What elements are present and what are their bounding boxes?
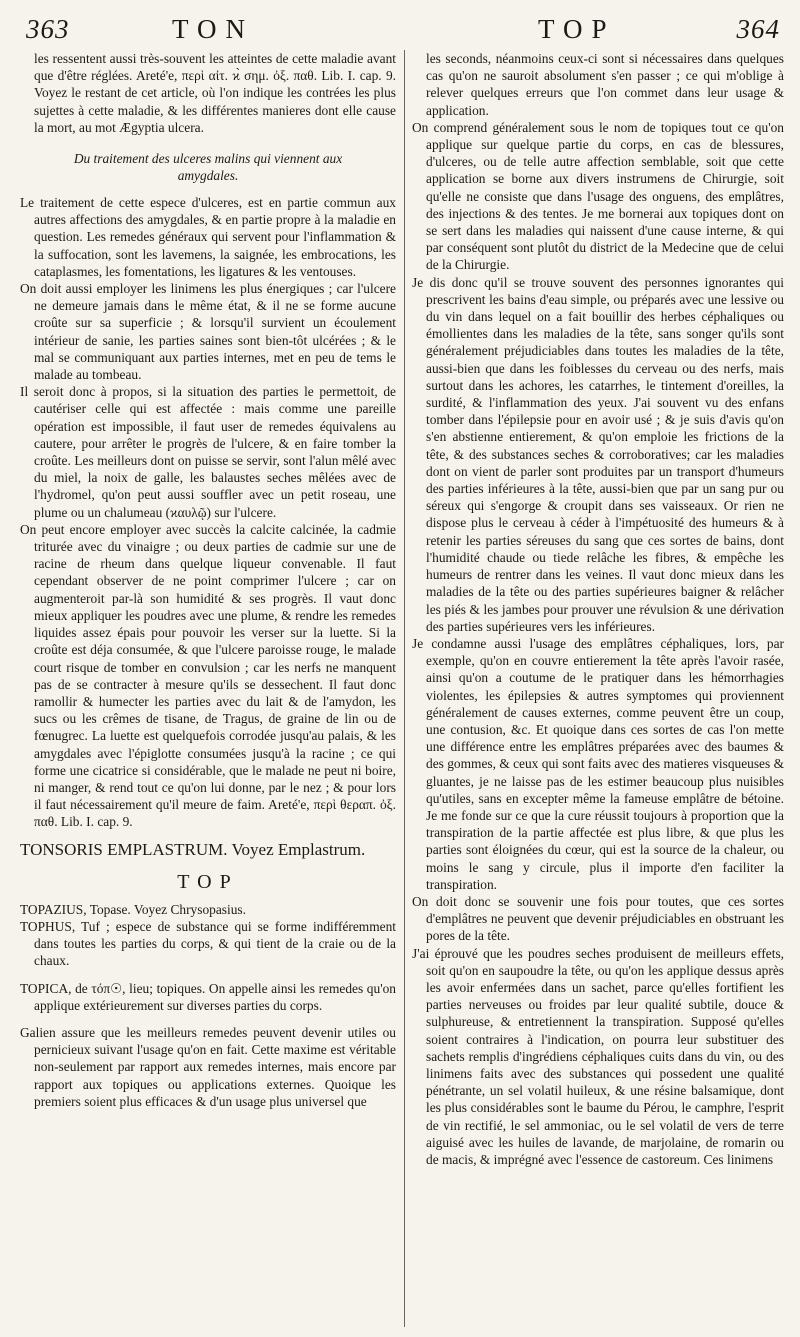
running-header [26, 14, 780, 48]
right-column [412, 50, 784, 1333]
paragraph: J'ai éprouvé que les poudres seches produisent de meilleurs effets, soit qu'on en saupoudre la tête, ou qu'on les applique dessus après les avoir enfermées dans un sachet, parce qu'elles fortifient les parties nerveuses ou froides par leur qualité subtile, douce & sulphureuse, & entretiennent la transpiration. Supposé qu'elles soient contraires à l'indication, on pourra leur substituer des sachets remplis d'ingrédiens céphaliques cuits dans du vin, ou des linimens faits avec des substances qui possedent une qualité pénétrante, un sel volatil huileux, & une résine balsamique, dont les plus considérables sont le baume du Pérou, le camphre, l'esprit de vin rectifié, le sel ammoniac, ou le sel volatil de vers de terre aiguisé avec les huiles de lavande, de marjolaine, de romarin ou de macis, & imprégné avec l'essence de castoreum. Ces linimens [412, 945, 784, 1167]
left-column [20, 50, 396, 1333]
section-title: Du traitement des ulceres malins qui viennent aux amygdales. [73, 151, 343, 184]
page-number-right: 364 [736, 14, 780, 44]
paragraph-intro: les ressentent aussi très-souvent les atteintes de cette maladie avant que d'être réglées. Areté'e, περὶ αἰτ. ϰ̀ σημ. ὀξ. παθ. Lib. I. cap. 9. Voyez le restant de cet article, où l'on indique les contrées les plus sujettes à cette maladie, & les différentes manieres dont elle cause la mort, au mot Ægyptia ulcera. [34, 51, 396, 135]
entry-topica: TOPICA, de τόπ☉, lieu; topiques. On appelle ainsi les remedes qu'on applique extérieurement sur diverses parties du corps. [20, 980, 396, 1013]
entry-topazius: TOPAZIUS, Topase. Voyez Chrysopasius. [20, 901, 246, 917]
paragraph: les seconds, néanmoins ceux-ci sont si nécessaires dans quelques cas qu'on ne sauroit absolument s'en passer ; ce qui m'oblige à relever quelques erreurs que l'on commet dans leur usage & application. [426, 51, 784, 118]
paragraph: On doit aussi employer les linimens les plus énergiques ; car l'ulcere ne demeure jamais dans le même état, & il ne se forme aucune croûte sur sa superficie ; & lorsqu'il survient un écoulement intérieur de sanie, les parties saines sont bien-tôt ulcérées ; & le mal se communiquant aux parties internes, met en peu de tems le malade au tombeau. [20, 281, 396, 383]
paragraph: On doit donc se souvenir une fois pour toutes, que ces sortes d'emplâtres ne peuvent que devenir préjudiciables en obstruant les pores de la tête. [412, 893, 784, 944]
paragraph: Il seroit donc à propos, si la situation des parties le permettoit, de cautériser celle qui est affectée : mais comme une pareille opération est impossible, il faut user de remedes équivalens au cautere, pour arrêter le progrès de l'ulcere, & en faire tomber la croûte. Les meilleurs dont on puisse se servir, sont l'alun mêlé avec du miel, la noix de galle, les balaustes seches mêlées avec de l'hydromel, qu'on peut aussi souffler avec un petit roseau, une plume ou un chalumeau (ϰαυλῷ) sur l'ulcere. [20, 384, 396, 520]
paragraph: Galien assure que les meilleurs remedes peuvent devenir utiles ou pernicieux suivant l'usage qu'on en fait. Cette maxime est véritable non-seulement par rapport aux remedes internes, mais encore par rapport aux topiques ou applications externes. Quoique les premiers soient plus efficaces & d'un usage plus universel que [20, 1024, 396, 1109]
paragraph: On comprend généralement sous le nom de topiques tout ce qu'on applique sur quelque partie du corps, en cas de blessures, d'ulceres, ou de telle autre affection semblable, soit que cette application se borne aux divers instrumens de Chirurgie, soit qu'elle ne consiste que dans l'usage des onguens, des emplâtres, des injections & des tentes. Je me bornerai aux topiques dont on se sert dans les maladies qui naissent d'une cause interne, & qui par conséquent sont plutôt du district de la Medecine que de celui de la Chirurgie. [412, 119, 784, 273]
running-title-right: TOP [538, 14, 616, 44]
letter-section-heading: TOP [177, 870, 239, 893]
page-number-left: 363 [26, 14, 70, 44]
entry-tonsoris: TONSORIS EMPLASTRUM. Voyez Emplastrum. [20, 839, 366, 859]
entry-tophus: TOPHUS, Tuf ; espece de substance qui se forme indifféremment dans toutes les parties du corps, & qui tient de la craie ou de la chaux. [20, 918, 396, 969]
paragraph: Le traitement de cette espece d'ulceres, est en partie commun aux autres affections des amygdales, & en partie propre à la maladie en question. Les remedes généraux qui servent pour l'inflammation & la suffocation, sont les lavemens, la saignée, les embrocations, les cataplasmes, les fomentations, les ligatures & les ventouses. [20, 195, 396, 279]
paragraph: Je dis donc qu'il se trouve souvent des personnes ignorantes qui prescrivent les bains d'eau simple, ou préparés avec une lessive ou du vin dans lequel on a fait bouillir des herbes céphaliques ou émollientes dans les maladies de la tête, sans songer qu'ils sont généralement préjudiciables dans toutes les maladies de la tête, aussi-bien que dans les foiblesses du cerveau ou des nerfs, mais surtout dans les achores, les catarrhes, le tintement d'oreilles, la surdité, & l'inflammation des yeux. J'ai souvent vu des enfans tomber dans l'épilepsie pour en avoir usé ; & je suis d'avis qu'on s'en abstienne entierement, & qu'on emploie les frictions de la tête, & des substances seches & corroboratives; car les maladies dont on vient de parler sont produites par un transport d'humeurs des parties inférieures à la tête, aussi-bien que par un sang pur ou séreux qui s'engorge & croupit dans ses vaisseaux. Or rien ne dispose plus le cerveau à céder à l'impétuosité des humeurs & à retenir les parties séreuses du sang que ces sortes de bains, dont l'humidité chaude ou tiede relâche les fibres, & empêche les humeurs de rentrer dans les veines. Il vaut donc mieux dans les maladies de la tête ou des parties supérieures baigner & relâcher les piés & les jambes pour prouver une révulsion & une dérivation des parties supérieures vers les inférieures. [412, 274, 784, 634]
running-title-left: TON [172, 14, 255, 44]
paragraph: Je condamne aussi l'usage des emplâtres céphaliques, lors, par exemple, qu'on en couvre entierement la tête après l'avoir rasée, ainsi qu'on a coutume de le pratiquer dans les hémorrhagies violentes, les épilepsies & autres symptomes qui proviennent généralement de causes externes, comme peuvent être un coup, une contusion, &c. Et quoique dans ces sortes de cas l'on mette une différence entre les emplâtres préparées avec des baumes & des gommes, & ceux qui sont faits avec des matieres visqueuses & gluantes, je ne laisse pas de les estimer beaucoup plus nuisibles qu'utiles, sans en excepter même la fameuse emplâtre de bétoine. Je me fonde sur ce que la cure réussit toujours à proportion que la transpiration de la partie affectée est plus libre, & que plus les parties sont éloignées du cœur, qui est la source de la chaleur, ou moins le sang y circule, plus il importe d'en faciliter la transpiration. [412, 635, 784, 892]
column-divider [404, 50, 405, 1327]
paragraph: On peut encore employer avec succès la calcite calcinée, la cadmie triturée avec du vinaigre ; ou deux parties de cadmie sur une de racine de rheum dans quelque liqueur convenable. Il faut cependant observer de ne point comprimer l'ulcere ; car on augmenteroit par-là son humidité & ses progrès. Il vaut donc mieux appliquer les poudres avec une plume, & rendre les remedes liquides assez épais pour pouvoir les verser sur la luette. Si la croûte est déja consumée, & que l'ulcere paroisse rouge, le malade court risque de tomber en convulsion ; car les nerfs ne manquent pas de se contracter à mesure qu'ils se dessechent. Il faut donc ramollir & humecter les parties avec du lait & de l'amydon, les sucs ou les crêmes de tisane, de Tragus, de graine de lin ou de fœnugrec. La luette est quelquefois corrodée jusqu'au palais, & les amygdales avec l'épiglotte consumées jusqu'à la racine ; ce qui forme une cicatrice si considérable, que le malade ne peut ni boire, ni manger, & rend tout ce qu'on lui donne, par le nez ; & pour lors il faut nécessairement qu'il meure de faim. Areté'e, περὶ θεραπ. ὀξ. παθ. Lib. I. cap. 9. [20, 521, 396, 830]
